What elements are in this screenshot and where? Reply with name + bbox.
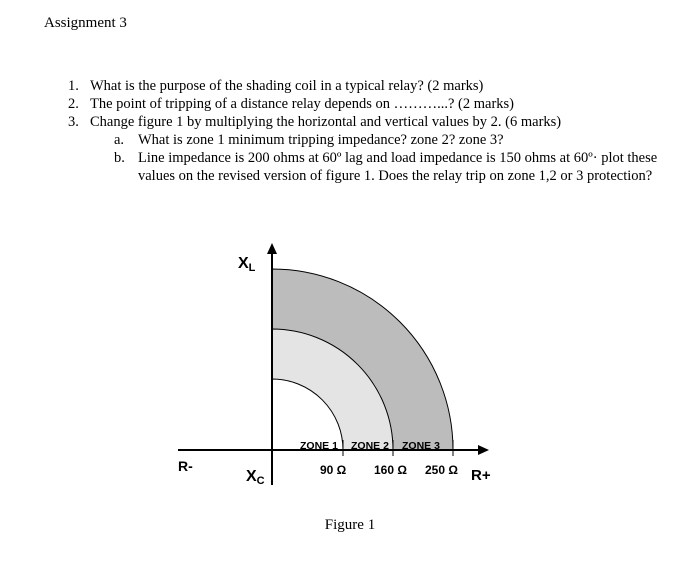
question-text: The point of tripping of a distance relay depends on ………...? (2 marks)	[90, 96, 515, 112]
sub-question-letter: a.	[114, 132, 125, 148]
zone-2-label: ZONE 2	[351, 440, 389, 452]
r-minus-label: R-	[178, 458, 193, 474]
r-axis-arrowhead	[478, 445, 489, 455]
xc-label-main: X	[246, 468, 257, 485]
sub-question-letter: b.	[114, 150, 125, 166]
zone-2-value: 160 Ω	[374, 463, 407, 477]
figure-caption: Figure 1	[324, 517, 376, 533]
zone-1-label: ZONE 1	[300, 440, 338, 452]
page-title: Assignment 3	[44, 15, 127, 31]
question-number: 3.	[68, 114, 79, 130]
zone-3-value: 250 Ω	[425, 463, 458, 477]
question-number: 2.	[68, 96, 79, 112]
xl-label-sub: L	[248, 262, 256, 274]
question-number: 1.	[68, 78, 79, 94]
zone-1-value: 90 Ω	[320, 463, 347, 477]
xl-label-main: X	[238, 255, 249, 272]
sub-question-text: Line impedance is 200 ohms at 60º lag and load impedance is 150 ohms at 60º· plot these values on the revised version of figure 1. Does the relay trip on zone 1,2 or 3 protection?	[138, 150, 658, 184]
question-text: Change figure 1 by multiplying the horizontal and vertical values by 2. (6 marks)	[90, 114, 562, 130]
zone-3-label: ZONE 3	[402, 440, 440, 452]
r-plus-label: R+	[471, 467, 491, 484]
xl-label	[238, 255, 256, 274]
xc-label-sub: C	[256, 475, 265, 487]
sub-question-text: What is zone 1 minimum tripping impedance? zone 2? zone 3?	[138, 132, 504, 148]
xc-label	[246, 468, 265, 487]
x-axis-arrowhead	[267, 243, 277, 254]
question-text: What is the purpose of the shading coil in a typical relay? (2 marks)	[90, 78, 484, 94]
